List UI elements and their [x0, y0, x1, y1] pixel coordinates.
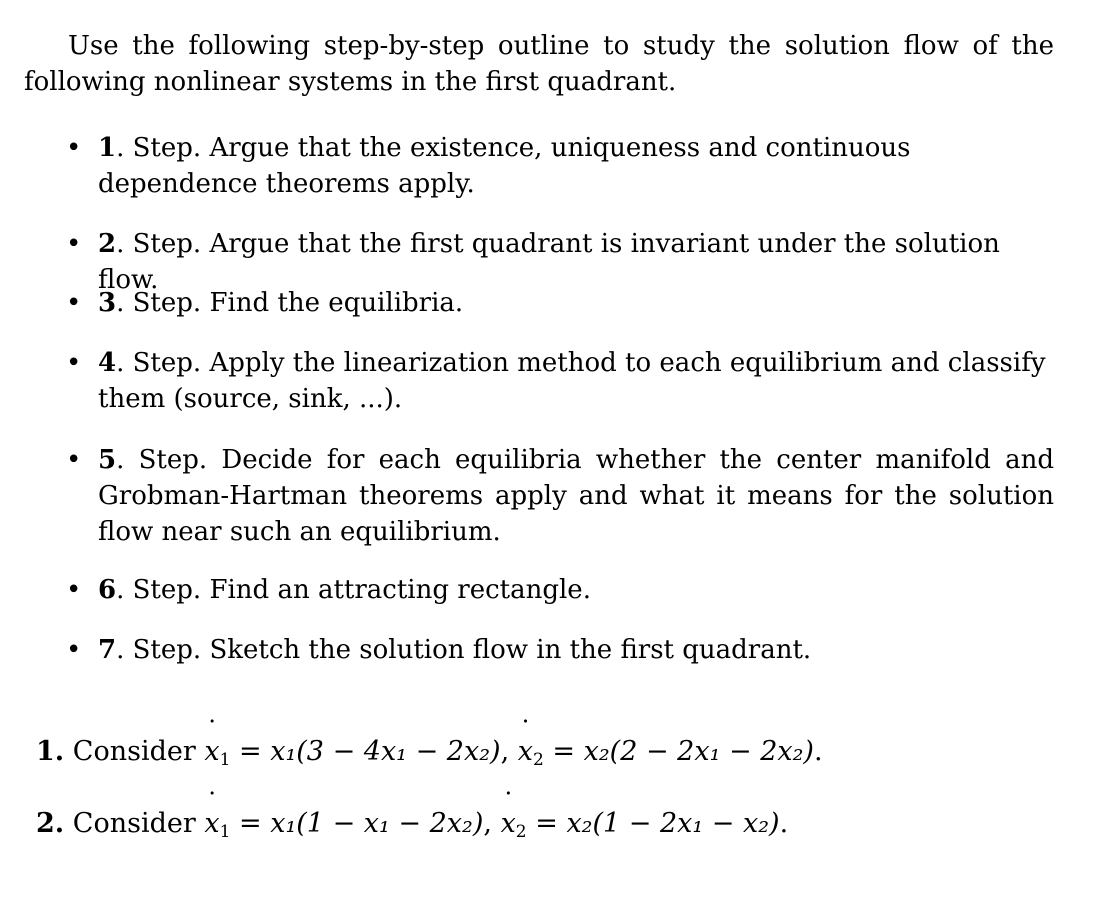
- step-label: . Step.: [116, 133, 202, 163]
- step-label: . Step.: [116, 445, 208, 475]
- step-number: 2: [98, 229, 117, 259]
- step-number: 7: [98, 635, 117, 665]
- problem-number: 2.: [36, 808, 65, 839]
- step-number: 6: [98, 575, 117, 605]
- step-item-3: [66, 285, 1054, 321]
- equation-2-rhs: x₂(1 − 2x₁ − x₂): [566, 808, 780, 839]
- step-item-6: [66, 572, 1054, 608]
- step-number: 4: [98, 348, 117, 378]
- step-label: . Step.: [116, 288, 202, 318]
- bullet-icon: •: [66, 635, 82, 665]
- step-text: Sketch the solution flow in the first quadrant.: [201, 635, 812, 665]
- step-label: . Step.: [116, 229, 202, 259]
- step-item-1: [66, 130, 1054, 202]
- step-text: Argue that the first quadrant is invariant under the solution flow.: [98, 229, 1000, 295]
- equation-2-rhs: x₂(2 − 2x₁ − 2x₂): [583, 736, 814, 767]
- step-text: Find an attracting rectangle.: [201, 575, 591, 605]
- problem-number: 1.: [36, 736, 65, 767]
- step-label: . Step.: [116, 348, 202, 378]
- problem-2: [36, 806, 788, 842]
- equation-1-rhs: x₁(3 − 4x₁ − 2x₂): [270, 736, 501, 767]
- intro-paragraph: Use the following step-by-step outline to study the solution flow of the following nonlinear systems in the first quadrant.: [24, 31, 1054, 97]
- equation-1: ˙ $x_1 = x_1(3 - 4x_1 - 2x_2)$, ˙ $x_2 = x_2(2 - 2x_1 - 2x_2)$.: [204, 736, 822, 767]
- step-text: Decide for each equilibria whether the center manifold and Grobman-Hartman theorems apply and what it means for the solution flow near such an equilibrium.: [98, 445, 1054, 547]
- bullet-icon: •: [66, 229, 82, 259]
- step-item-4: [66, 345, 1054, 417]
- step-label: . Step.: [116, 575, 202, 605]
- step-label: . Step.: [116, 635, 202, 665]
- step-text: Apply the linearization method to each equilibrium and classify them (source, sink, ...).: [98, 348, 1046, 414]
- bullet-icon: •: [66, 133, 82, 163]
- step-number: 5: [98, 445, 117, 475]
- step-item-7: [66, 632, 1054, 668]
- step-number: 3: [98, 288, 117, 318]
- step-text: Find the equilibria.: [201, 288, 464, 318]
- bullet-icon: •: [66, 445, 82, 475]
- problem-word: Consider: [72, 808, 196, 839]
- step-number: 1: [98, 133, 117, 163]
- equation-1-rhs: x₁(1 − x₁ − 2x₂): [270, 808, 484, 839]
- problem-word: Consider: [72, 736, 196, 767]
- problem-1: [36, 734, 823, 770]
- equation-2: ˙ $x_1 = x_1(1 - x_1 - 2x_2)$, ˙ $x_2 = x_2(1 - 2x_1 - x_2)$.: [204, 808, 788, 839]
- bullet-icon: •: [66, 348, 82, 378]
- bullet-icon: •: [66, 575, 82, 605]
- step-text: Argue that the existence, uniqueness and continuous dependence theorems apply.: [98, 133, 911, 199]
- step-item-5: [66, 442, 1054, 550]
- bullet-icon: •: [66, 288, 82, 318]
